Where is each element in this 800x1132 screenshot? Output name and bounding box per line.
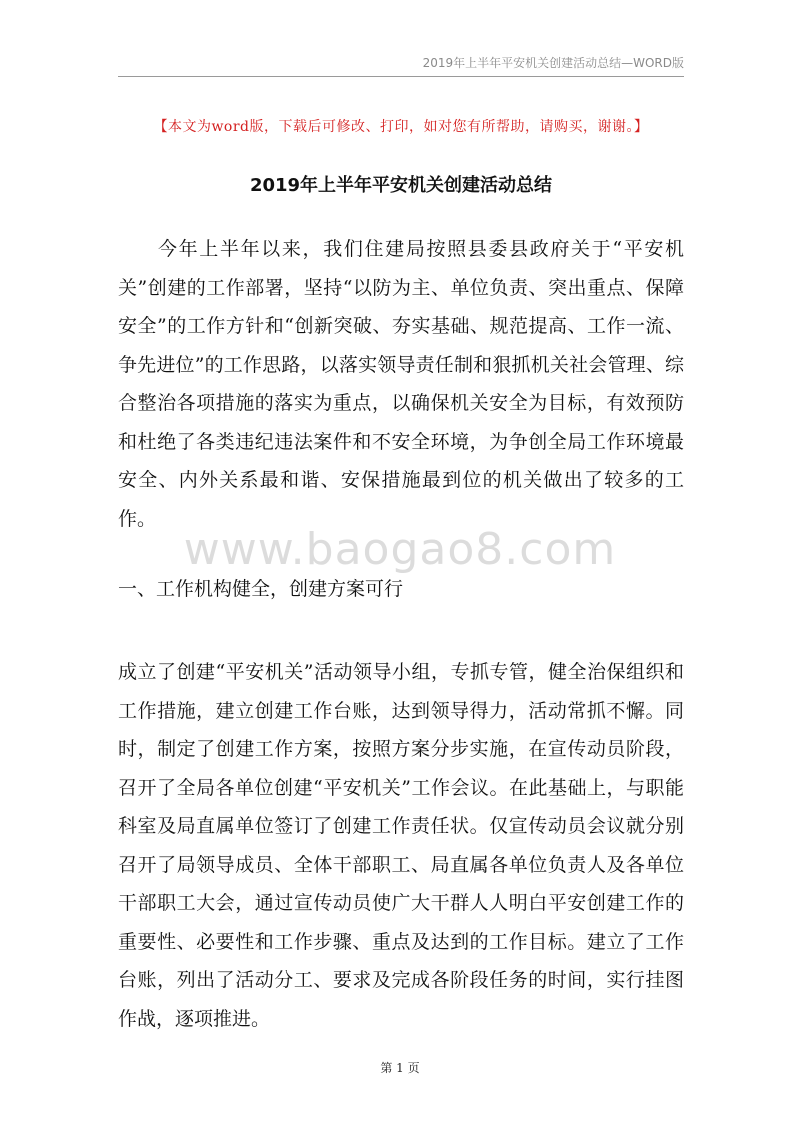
purchase-notice: 【本文为word版，下载后可修改、打印，如对您有所帮助，请购买，谢谢。】 xyxy=(153,119,649,135)
page-number: 第 1 页 xyxy=(380,1061,420,1075)
section-body-paragraph: 成立了创建“平安机关”活动领导小组，专抓专管，健全治保组织和工作措施，建立创建工作台账，达到领导得力，活动常抓不懈。同时，制定了创建工作方案，按照方案分步实施，在宣传动员阶段，召开了全局各单位创建“平安机关”工作会议。在此基础上，与职能科室及局直属单位签订了创建工作责任状。仅宣传动员会议就分别召开了局领导成员、全体干部职工、局直属各单位负责人及各单位干部职工大会，通过宣传动员使广大干群人人明白平安创建工作的重要性、必要性和工作步骤、重点及达到的工作目标。建立了工作台账，列出了活动分工、要求及完成各阶段任务的时间，实行挂图作战，逐项推进。 xyxy=(118,661,684,1030)
document-title: 2019年上半年平安机关创建活动总结 xyxy=(249,175,553,196)
section-heading: 一、工作机构健全，创建方案可行 xyxy=(118,578,404,600)
running-title: 2019年上半年平安机关创建活动总结—WORD版 xyxy=(422,56,684,70)
running-header xyxy=(118,50,684,77)
intro-paragraph: 今年上半年以来，我们住建局按照县委县政府关于“平安机关”创建的工作部署，坚持“以防为主、单位负责、突出重点、保障安全”的工作方针和“创新突破、夯实基础、规范提高、工作一流、争先进位”的工作思路，以落实领导责任制和狠抓机关社会管理、综合整治各项措施的落实为重点，以确保机关安全为目标，有效预防和杜绝了各类违纪违法案件和不安全环境，为争创全局工作环境最安全、内外关系最和谐、安保措施最到位的机关做出了较多的工作。 xyxy=(118,238,684,530)
watermark-text: www.baogao8.com xyxy=(183,524,617,575)
